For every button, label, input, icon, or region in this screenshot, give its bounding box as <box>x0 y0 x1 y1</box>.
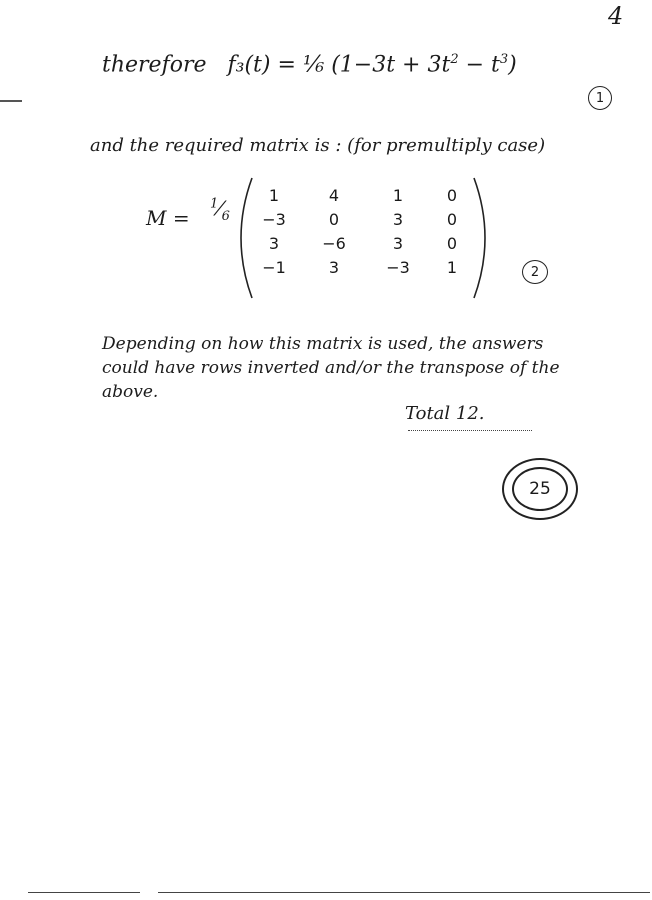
matrix-cell: 3 <box>392 210 404 229</box>
footer-rule-left <box>28 892 140 893</box>
matrix-cell: 1 <box>268 186 280 205</box>
usage-note: Depending on how this matrix is used, the answers could have rows inverted and/or the transpose of the above. <box>102 334 560 402</box>
matrix-cell: 3 <box>328 258 340 277</box>
matrix-cell: 0 <box>328 210 340 229</box>
matrix-scale-den: 6 <box>221 209 230 224</box>
scan-edge-mark <box>0 100 22 102</box>
matrix-label: M = <box>146 206 190 230</box>
matrix-cell: −1 <box>262 258 286 277</box>
matrix-cell: −6 <box>322 234 346 253</box>
score-ring-inner: 25 <box>512 467 568 511</box>
equation-rhs-post: ) <box>508 52 517 78</box>
total-underline <box>408 430 532 431</box>
mark-circle-1: 1 <box>588 86 612 110</box>
matrix-cell: 3 <box>392 234 404 253</box>
matrix-cell: 0 <box>446 186 458 205</box>
equation-rhs-mid: − t <box>465 52 500 78</box>
matrix-cell: 1 <box>392 186 404 205</box>
matrix-grid <box>246 186 474 282</box>
matrix-scale-num: 1 <box>210 196 219 212</box>
matrix-cell: 0 <box>446 234 458 253</box>
equation-lead: therefore <box>102 52 207 78</box>
equation-rhs-pre: = ⅙ (1−3t + 3t <box>277 52 451 78</box>
page-number: 4 <box>608 2 624 30</box>
mark-circle-2: 2 <box>522 260 548 284</box>
matrix-cell: 4 <box>328 186 340 205</box>
matrix-scale: $^1⁄_6$ <box>210 196 230 224</box>
matrix-cell: −3 <box>262 210 286 229</box>
matrix-cell: −3 <box>386 258 410 277</box>
equation-exp-3: 3 <box>499 52 509 67</box>
footer-rule-right <box>158 892 650 893</box>
matrix-intro: and the required matrix is : (for premultiply case) <box>90 135 546 156</box>
matrix-cell: 3 <box>268 234 280 253</box>
equation-exp-2: 2 <box>450 52 459 67</box>
equation-lhs: f₃(t) <box>227 52 271 78</box>
matrix-cell: 0 <box>446 210 458 229</box>
total-marks: Total 12. <box>405 403 485 424</box>
matrix-cell: 1 <box>446 258 458 277</box>
equation-f3 <box>102 52 517 77</box>
